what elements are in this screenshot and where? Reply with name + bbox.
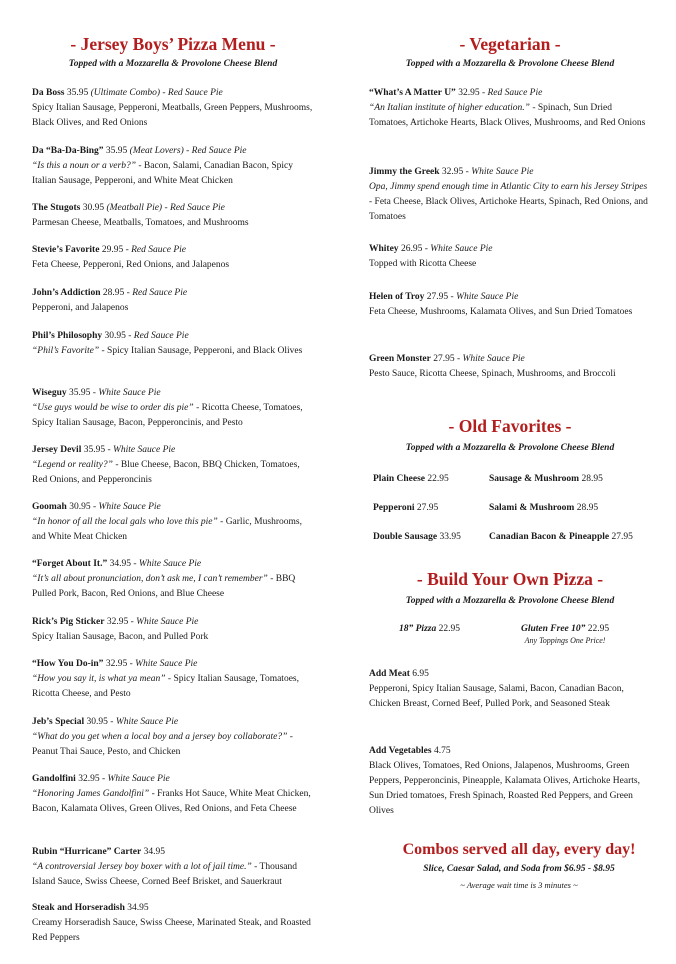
old-favorite-item [373,474,449,484]
item-sauce: - Red Sauce Pie [124,288,188,298]
item-name: Rick’s Pig Sticker [32,617,105,627]
pizza-18-option: 18” Pizza 22.95 [399,624,460,634]
item-price: 33.95 [437,532,461,542]
item-name: Da “Ba-Da-Bing” [32,146,104,156]
old-favorite-item [373,503,438,513]
item-price: 30.95 [84,717,108,727]
item-name: Gandolfini [32,774,76,784]
menu-item [32,443,314,488]
item-name: “How You Do-in” [32,659,104,669]
menu-item [32,772,314,817]
item-price: 28.95 [574,503,599,513]
item-name: Da Boss [32,88,65,98]
item-quote: “Honoring James Gandolfini” [32,789,150,799]
item-sauce: - White Sauce Pie [128,617,199,627]
menu-item [369,242,651,272]
item-name: Salami & Mushroom [489,503,575,513]
old-favorite-item [373,532,461,542]
item-quote: “An Italian institute of higher education.” [369,103,530,113]
gluten-free-note: Any Toppings One Price! [524,636,606,645]
item-name: Jersey Devil [32,445,82,455]
item-price: 30.95 [66,502,91,512]
item-price: 29.95 [99,245,124,255]
item-price: 32.95 [439,167,464,177]
item-sauce: - Red Sauce Pie [160,88,223,98]
item-sauce: - White Sauce Pie [90,502,161,512]
menu-item [32,386,314,431]
item-sauce: - White Sauce Pie [130,559,202,569]
item-name: Pepperoni [373,503,415,513]
item-price: 27.95 [414,503,439,513]
item-sauce: - Red Sauce Pie [123,245,186,255]
item-description: Spicy Italian Sausage, Pepperoni, Meatballs, Green Peppers, Mushrooms, Black Olives, and Red Onions [32,103,313,128]
item-price: 30.95 [80,203,107,213]
item-name: John’s Addiction [32,288,101,298]
menu-item [32,329,314,359]
item-price: 30.95 [102,331,126,341]
section-title: - Vegetarian - [459,34,561,54]
item-price: 32.95 [455,88,480,98]
item-price: 26.95 [398,244,423,254]
menu-item [32,86,314,131]
item-description: Pepperoni, and Jalapenos [32,303,129,313]
item-sauce: - White Sauce Pie [463,167,534,177]
menu-item [32,715,314,760]
item-name: Plain Cheese [373,474,425,484]
menu-item [32,557,314,602]
item-name: Jeb’s Special [32,717,85,727]
item-price: 34.95 [124,903,149,913]
combos-title: Combos served all day, every day! [402,841,636,858]
item-sauce: - White Sauce Pie [127,659,198,669]
section-title: - Old Favorites - [448,416,572,436]
item-description: Pesto Sauce, Ricotta Cheese, Spinach, Mushrooms, and Broccoli [369,369,616,379]
item-name: Wiseguy [32,388,67,398]
item-description: - Ricotta Cheese, Tomatoes, Spicy Italian Sausage, Bacon, Pepperoncinis, and Pesto [32,403,303,428]
menu-item [369,86,651,131]
item-description: Topped with Ricotta Cheese [369,259,477,269]
menu-item [32,657,314,702]
item-price: 27.95 [609,532,633,542]
item-price: 22.95 [424,474,449,484]
item-price: 35.95 [81,445,106,455]
item-quote: “Is this a noun or a verb?” [32,161,136,171]
menu-item [32,845,314,890]
item-quote: “Use guys would be wise to order dis pie” [32,403,194,413]
item-name: Double Sausage [373,532,438,542]
menu-item [32,500,314,545]
menu-item [369,352,651,382]
menu-item [32,615,314,645]
item-name: Rubin “Hurricane” Carter [32,847,142,857]
item-description: Parmesan Cheese, Meatballs, Tomatoes, and Mushrooms [32,218,249,228]
item-name: Stevie’s Favorite [32,245,100,255]
item-description: - Spicy Italian Sausage, Tomatoes, Ricotta Cheese, and Pesto [32,674,299,699]
item-quote: “How you say it, is what ya mean” [32,674,166,684]
item-tag: (Meatball Pie) [106,203,163,213]
item-price: 35.95 [64,88,91,98]
item-sauce: - White Sauce Pie [448,292,519,302]
item-description: Feta Cheese, Mushrooms, Kalamata Olives, and Sun Dried Tomatoes [369,307,633,317]
menu-item [32,201,314,231]
section-title: - Jersey Boys’ Pizza Menu - [70,34,276,54]
section-subtitle: Topped with a Mozzarella & Provolone Cheese Blend [405,596,615,606]
item-name: “Forget About It.” [32,559,108,569]
item-quote: “A controversial Jersey boy boxer with a lot of jail time.” [32,862,252,872]
item-description: Creamy Horseradish Sauce, Swiss Cheese, Marinated Steak, and Roasted Red Peppers [32,918,311,943]
menu-item [32,144,314,189]
item-price: 34.95 [107,559,131,569]
item-price: 32.95 [103,659,128,669]
item-price: 28.95 [579,474,603,484]
item-price: 27.95 [424,292,449,302]
item-sauce: - White Sauce Pie [454,354,525,364]
item-sauce: - White Sauce Pie [422,244,493,254]
menu-item [369,165,651,225]
item-price: 32.95 [104,617,129,627]
item-description: - Spicy Italian Sausage, Pepperoni, and Black Olives [99,346,303,356]
item-description: Spicy Italian Sausage, Bacon, and Pulled Pork [32,632,209,642]
item-sauce: - White Sauce Pie [99,774,170,784]
item-description: - BBQ Pulled Pork, Bacon, Red Onions, and Blue Cheese [32,574,296,599]
item-sauce: - Red Sauce Pie [162,203,225,213]
item-sauce: - Red Sauce Pie [183,146,247,156]
item-name: Steak and Horseradish [32,903,125,913]
add-vegetables-item: Add Vegetables 4.75 Black Olives, Tomatoes, Red Onions, Jalapenos, Mushrooms, Green Peppers, Pepperoncinis, Pineapple, Kalamata Olives, Artichoke Hearts, Sun Dried tomatoes, Fresh Spinach, Roasted Red Peppers, and Green Olives [369,746,640,816]
item-description: - Franks Hot Sauce, White Meat Chicken, Bacon, Kalamata Olives, Green Olives, Red Onions, and Feta Cheese [32,789,311,814]
item-tag: (Ultimate Combo) [90,88,160,98]
combos-note: ~ Average wait time is 3 minutes ~ [460,880,578,890]
add-meat-item: Add Meat 6.95 Pepperoni, Spicy Italian Sausage, Salami, Bacon, Canadian Bacon, Chicken Breast, Corned Beef, Pulled Pork, and Seasoned Steak [369,669,624,709]
item-description: - Spinach, Sun Dried Tomatoes, Artichoke Hearts, Black Olives, Mushrooms, and Red Onions [369,103,646,128]
item-description: - Garlic, Mushrooms, and White Meat Chicken [32,517,302,542]
section-title: - Build Your Own Pizza - [416,569,604,589]
item-description: - Bacon, Salami, Canadian Bacon, Spicy Italian Sausage, Pepperoni, and White Meat Chicken [32,161,293,186]
item-quote: “In honor of all the local gals who love this pie” [32,517,218,527]
item-price: 35.95 [103,146,130,156]
item-quote: “What do you get when a local boy and a jersey boy collaborate?” [32,732,288,742]
old-favorite-item [489,532,633,542]
item-price: 28.95 [100,288,125,298]
section-subtitle: Topped with a Mozzarella & Provolone Cheese Blend [405,59,615,69]
item-price: 32.95 [75,774,100,784]
section-subtitle: Topped with a Mozzarella & Provolone Cheese Blend [68,59,278,69]
item-name: Sausage & Mushroom [489,474,580,484]
gluten-free-option: Gluten Free 10” 22.95 Any Toppings One Price! [521,624,610,645]
item-sauce: - White Sauce Pie [107,717,179,727]
item-quote: Opa, Jimmy spend enough time in Atlantic City to earn his Jersey Stripes [369,182,648,192]
menu-item [32,901,314,946]
item-quote: “Phil’s Favorite” [32,346,100,356]
old-favorite-item [489,474,603,484]
item-sauce: - Red Sauce Pie [125,331,189,341]
item-name: Helen of Troy [369,292,425,302]
old-favorite-item [489,503,598,513]
item-name: Phil’s Philosophy [32,331,103,341]
item-name: Goomah [32,502,67,512]
item-quote: “It’s all about pronunciation, don’t ask me, I can’t remember” [32,574,268,584]
item-price: 27.95 [430,354,455,364]
menu-item [32,243,314,273]
item-sauce: - Red Sauce Pie [479,88,543,98]
item-name: The Stugots [32,203,81,213]
item-tag: (Meat Lovers) [129,146,184,156]
item-description: - Feta Cheese, Black Olives, Artichoke Hearts, Spinach, Red Onions, and Tomatoes [369,197,648,222]
item-name: Canadian Bacon & Pineapple [489,532,610,542]
item-description: - Blue Cheese, Bacon, BBQ Chicken, Tomatoes, Red Onions, and Pepperoncinis [32,460,300,485]
item-quote: “Legend or reality?” [32,460,113,470]
item-name: Whitey [369,244,399,254]
item-price: 34.95 [141,847,165,857]
item-sauce: - White Sauce Pie [90,388,161,398]
item-sauce: - White Sauce Pie [105,445,176,455]
item-name: Jimmy the Greek [369,167,440,177]
item-name: “What’s A Matter U” [369,88,456,98]
item-name: Green Monster [369,354,431,364]
item-description: Feta Cheese, Pepperoni, Red Onions, and Jalapenos [32,260,230,270]
menu-item [369,290,651,320]
item-description: - Peanut Thai Sauce, Pesto, and Chicken [32,732,293,757]
section-subtitle: Topped with a Mozzarella & Provolone Cheese Blend [405,443,615,453]
item-price: 35.95 [66,388,91,398]
menu-item [32,286,314,316]
item-description: - Thousand Island Sauce, Swiss Cheese, Corned Beef Brisket, and Sauerkraut [32,862,298,887]
combos-subtitle: Slice, Caesar Salad, and Soda from $6.95 - $8.95 [423,864,615,874]
